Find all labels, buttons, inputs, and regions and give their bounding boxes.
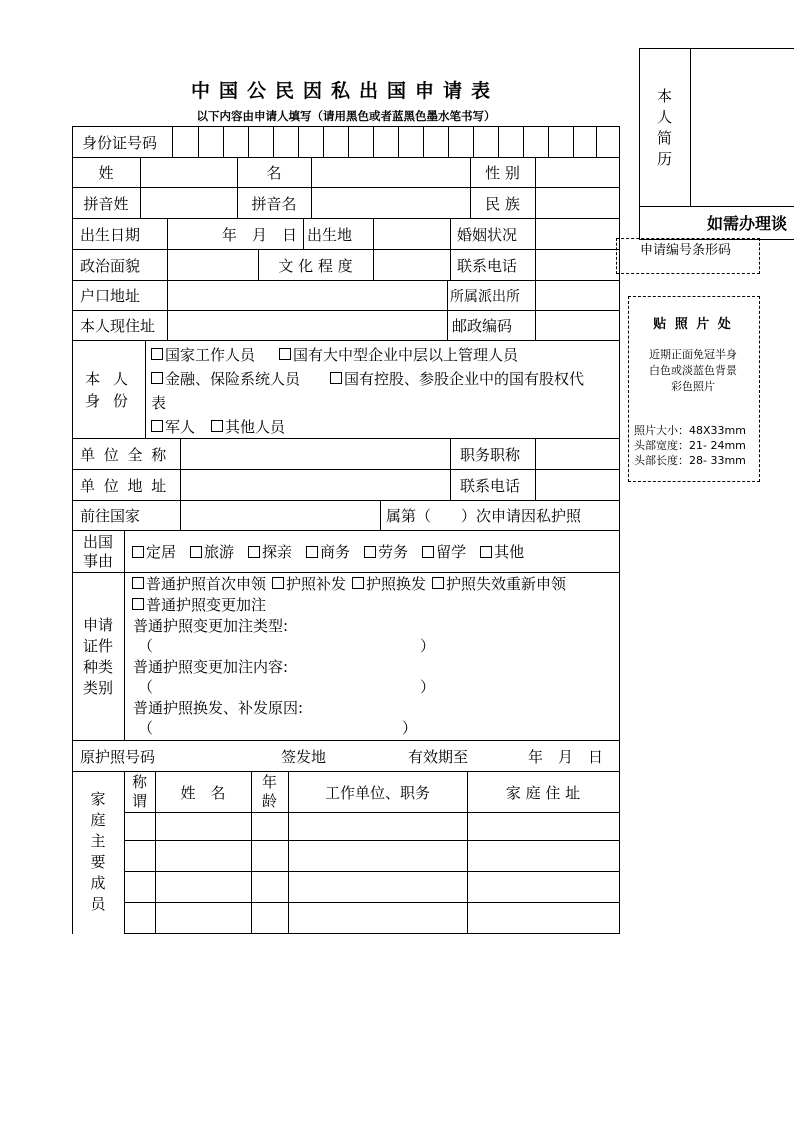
gender-label: 性 别 xyxy=(485,164,520,182)
amend-type-label: 普通护照变更加注类型: xyxy=(133,616,289,635)
option-state-worker: 国家工作人员 xyxy=(165,345,256,364)
ethnicity-label: 民 族 xyxy=(485,194,520,213)
family-header-age xyxy=(251,772,288,812)
valid-until-label: 有效期至 xyxy=(408,747,469,766)
identity-row-3: 表 xyxy=(151,393,167,412)
purpose-label-other: 其他 xyxy=(494,543,525,561)
form-subtitle: 以下内容由申请人填写（请用黑色或者蓝黑色墨水笔书写） xyxy=(196,109,496,123)
option-reissue: 护照补发 xyxy=(286,574,347,593)
family-header-address: 家 庭 住 址 xyxy=(505,783,581,802)
old-passport-label: 原护照号码 xyxy=(80,747,156,766)
amend-type-close: ） xyxy=(420,636,436,655)
family-header-age-text: 年龄 xyxy=(261,773,277,810)
given-name-label: 名 xyxy=(266,164,282,182)
checkbox-reissue[interactable] xyxy=(272,577,284,589)
identity-label-text: 本 人 身 份 xyxy=(85,369,132,410)
political-label: 政治面貌 xyxy=(80,256,141,275)
checkbox-first-passport[interactable] xyxy=(132,577,144,589)
identity-row-4 xyxy=(151,415,285,437)
photo-spec-3: 头部长度：28- 33mm xyxy=(634,454,746,467)
employer-address-label: 单 位 地 址 xyxy=(80,476,169,495)
photo-spec-1: 照片大小：48X33mm xyxy=(634,424,746,437)
destination-label: 前往国家 xyxy=(80,507,141,525)
application-count-label: 属第（ ）次申请因私护照 xyxy=(386,507,582,525)
purpose-label-visit: 探亲 xyxy=(262,543,293,561)
identity-row-2 xyxy=(151,367,584,389)
option-state-share: 国有控股、参股企业中的国有股权代 xyxy=(344,369,585,388)
job-title-label: 职务职称 xyxy=(460,445,521,464)
resume-label-text: 本人简历 xyxy=(656,86,672,168)
checkbox-purpose-study[interactable] xyxy=(422,546,434,558)
reissue-reason-label: 普通护照换发、补发原因: xyxy=(133,698,304,717)
checkbox-purpose-travel[interactable] xyxy=(190,546,202,558)
checkbox-state-share[interactable] xyxy=(330,372,342,384)
pinyin-surname-label: 拼音姓 xyxy=(83,194,129,213)
option-military: 军人 xyxy=(165,417,196,436)
birth-date-label: 出生日期 xyxy=(80,225,141,244)
purpose-option-travel xyxy=(190,541,234,562)
cert-row-1 xyxy=(132,573,566,593)
purpose-option-business xyxy=(306,541,350,562)
purpose-option-settle xyxy=(132,541,176,562)
checkbox-other-person[interactable] xyxy=(211,420,223,432)
phone-label: 联系电话 xyxy=(457,256,518,275)
amend-content-label: 普通护照变更加注内容: xyxy=(133,657,289,676)
family-label-text: 家庭主要成员 xyxy=(90,790,106,913)
option-expired-reapply: 护照失效重新申领 xyxy=(446,574,567,593)
purpose-label-study: 留学 xyxy=(436,543,467,561)
purpose-option-study xyxy=(422,541,466,562)
option-finance: 金融、保险系统人员 xyxy=(165,369,301,388)
cert-label xyxy=(72,573,124,740)
issue-place-label: 签发地 xyxy=(281,747,327,766)
option-other-person: 其他人员 xyxy=(225,417,286,436)
phone2-label: 联系电话 xyxy=(460,476,521,495)
checkbox-finance[interactable] xyxy=(151,372,163,384)
checkbox-renew[interactable] xyxy=(352,577,364,589)
purpose-option-other xyxy=(480,541,524,562)
purpose-label-travel: 旅游 xyxy=(204,543,235,561)
pinyin-given-label: 拼音名 xyxy=(251,194,297,213)
family-header-name: 姓 名 xyxy=(180,783,226,802)
purpose-label-business: 商务 xyxy=(320,543,351,561)
checkbox-amendment[interactable] xyxy=(132,598,144,610)
identity-row-1 xyxy=(151,343,518,365)
amend-content-open: （ xyxy=(138,677,154,696)
purpose-options xyxy=(132,531,524,572)
photo-desc-1: 近期正面免冠半身 xyxy=(649,348,737,361)
purpose-label-settle: 定居 xyxy=(146,543,177,561)
option-renew: 护照换发 xyxy=(366,574,427,593)
family-header-relation xyxy=(124,772,155,812)
amend-content-close: ） xyxy=(420,677,436,696)
reissue-reason-open: （ xyxy=(138,718,154,737)
education-label: 文 化 程 度 xyxy=(278,256,353,275)
purpose-label-labor: 劳务 xyxy=(378,543,409,561)
surname-label: 姓 xyxy=(98,164,114,182)
current-address-label: 本人现住址 xyxy=(80,317,156,335)
marital-label: 婚姻状况 xyxy=(457,225,518,244)
purpose-option-visit xyxy=(248,541,292,562)
cert-label-text: 申请证件种类类别 xyxy=(82,615,113,697)
photo-spec-2: 头部宽度：21- 24mm xyxy=(634,439,746,452)
postcode-label: 邮政编码 xyxy=(452,317,513,335)
id-number-label: 身份证号码 xyxy=(82,133,158,152)
purpose-label-text: 出国事由 xyxy=(82,532,113,570)
checkbox-state-worker[interactable] xyxy=(151,348,163,360)
amend-type-open: （ xyxy=(138,636,154,655)
checkbox-military[interactable] xyxy=(151,420,163,432)
checkbox-purpose-settle[interactable] xyxy=(132,546,144,558)
agency-text: 如需办理谈 xyxy=(707,214,788,233)
photo-title: 贴 照 片 处 xyxy=(653,317,733,332)
employer-name-label: 单 位 全 称 xyxy=(80,445,169,464)
checkbox-expired-reapply[interactable] xyxy=(432,577,444,589)
option-soe-manager: 国有大中型企业中层以上管理人员 xyxy=(293,345,519,364)
photo-desc-2: 白色或淡蓝色背景 xyxy=(649,364,737,377)
purpose-label xyxy=(72,531,124,572)
hukou-label: 户口地址 xyxy=(80,287,141,305)
form-title: 中国公民因私出国申请表 xyxy=(190,80,499,102)
valid-until-units: 年 月 日 xyxy=(528,747,604,766)
cert-row-2 xyxy=(132,594,266,614)
reissue-reason-close: ） xyxy=(402,718,418,737)
purpose-option-labor xyxy=(364,541,408,562)
birth-date-units: 年 月 日 xyxy=(222,225,298,244)
checkbox-purpose-business[interactable] xyxy=(306,546,318,558)
police-station-label: 所属派出所 xyxy=(450,288,520,305)
family-label xyxy=(72,771,124,933)
option-amendment: 普通护照变更加注 xyxy=(146,595,267,614)
family-header-work: 工作单位、职务 xyxy=(324,783,430,802)
option-first-passport: 普通护照首次申领 xyxy=(146,574,267,593)
checkbox-soe-manager[interactable] xyxy=(279,348,291,360)
checkbox-purpose-labor[interactable] xyxy=(364,546,376,558)
birth-place-label: 出生地 xyxy=(307,225,353,244)
barcode-label: 申请编号条形码 xyxy=(640,242,732,258)
resume-label xyxy=(639,49,690,206)
family-header-relation-text: 称谓 xyxy=(131,773,147,810)
photo-desc-3: 彩色照片 xyxy=(671,380,715,393)
checkbox-purpose-other[interactable] xyxy=(480,546,492,558)
checkbox-purpose-visit[interactable] xyxy=(248,546,260,558)
identity-label xyxy=(72,341,145,438)
resume-divider xyxy=(690,48,691,206)
